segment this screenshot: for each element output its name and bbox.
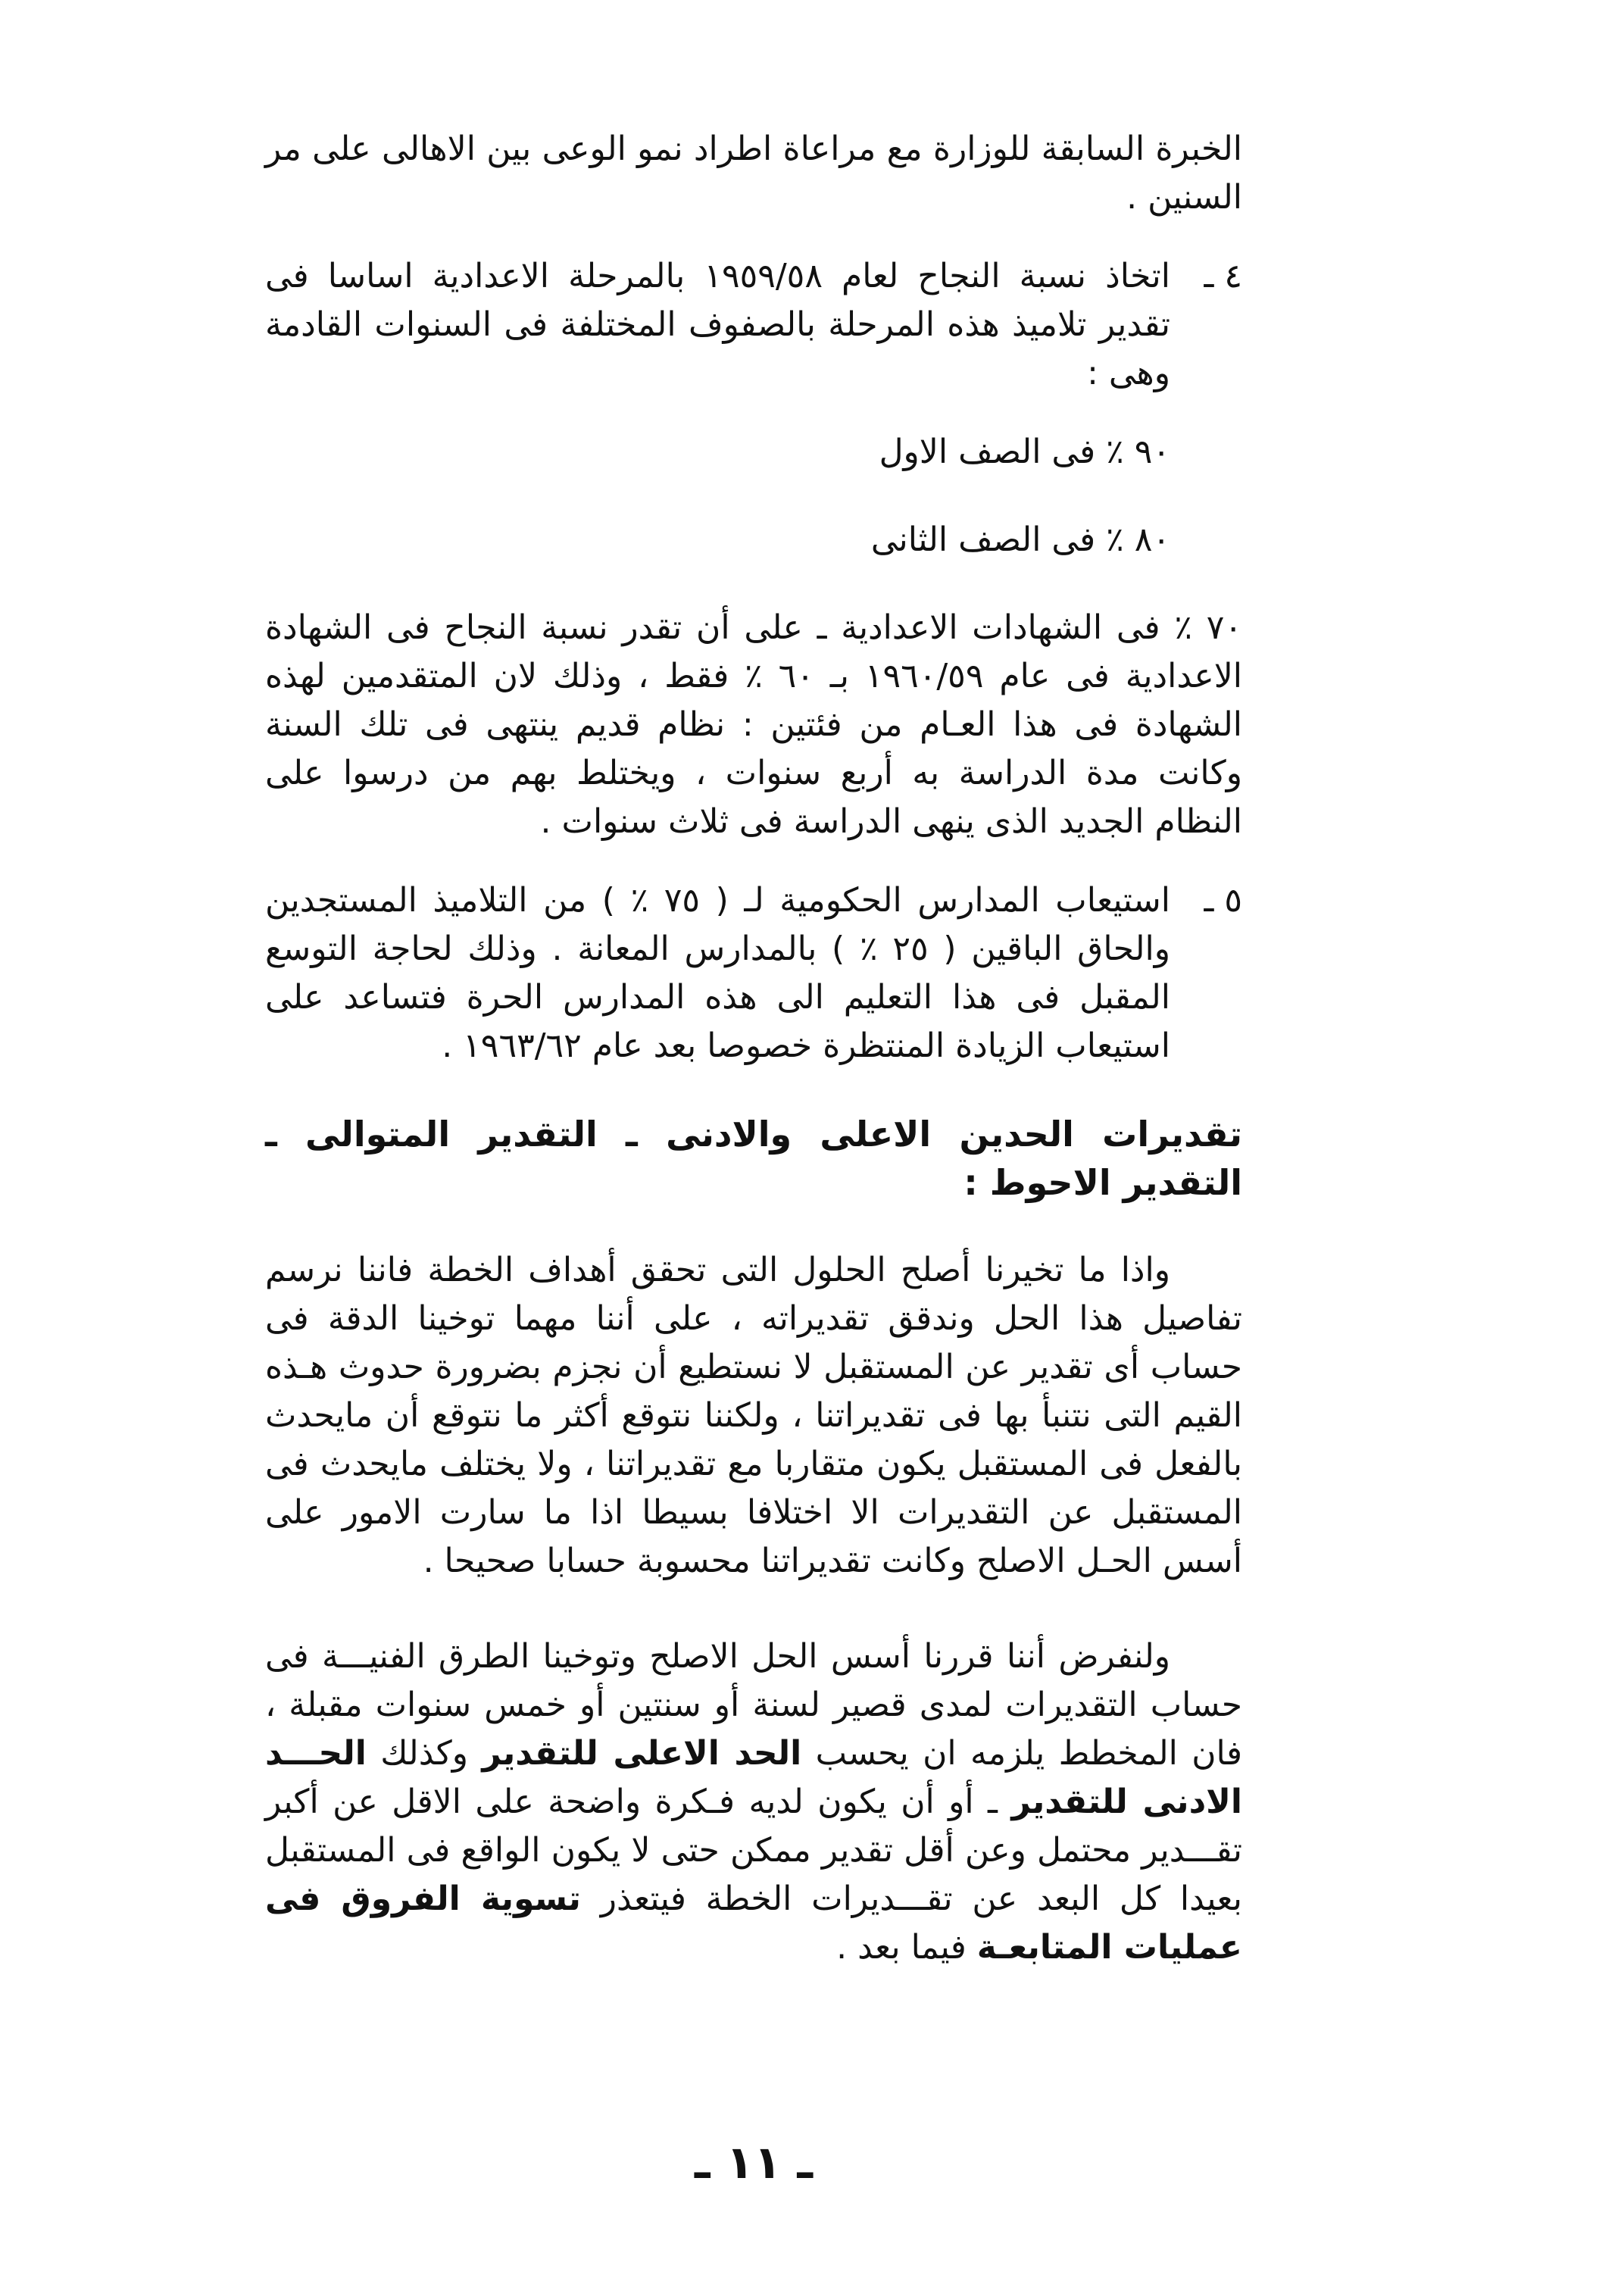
body-paragraph: واذا ما تخيرنا أصلح الحلول التى تحقق أهداف الخطة فاننا نرسم تفاصيل هذا الحل وندقق تقديراته ، على أننا مهما توخينا الدقة فى حساب أى تقدير عن المستقبل لا نستطيع أن نجزم بضرورة حدوث هـذه القيم التى نتنبأ بها فى تقديراتنا ، ولكننا نتوقع أكثر ما نتوقع أن مايحدث بالفعل فى المستقبل يكون متقاربا مع تقديراتنا ، ولا يختلف مايحدث فى المستقبل عن التقديرات الا اختلافا بسيطا اذا ما سارت الامور على أسس الحـل الاصلح وكانت تقديراتنا محسوبة حسابا صحيحا .: [265, 1251, 1242, 1580]
list-item-5: [265, 877, 1242, 1070]
item-text: اتخاذ نسبة النجاح لعام ١٩٥٩/٥٨ بالمرحلة الاعدادية اساسا فى تقدير تلاميذ هذه المرحلة بالصفوف المختلفة فى السنوات القادمة وهى :: [265, 257, 1170, 392]
body-paragraph: [265, 1633, 1242, 1972]
item-number: ٤ ـ: [1204, 257, 1242, 295]
rate-certificate-paragraph: ٧٠ ٪ فى الشهادات الاعدادية ـ على أن تقدر نسبة النجاح فى الشهادة الاعدادية فى عام ١٩٦٠/٥٩ بـ ٦٠ ٪ فقط ، وذلك لان المتقدمين لهذه الشهادة فى هذا العـام من فئتين : نظام قديم ينتهى فى تلك السنة وكانت مدة الدراسة به أربع سنوات ، ويختلط بهم من درسوا على النظام الجديد الذى ينهى الدراسة فى ثلاث سنوات .: [265, 608, 1243, 841]
item-text: استيعاب المدارس الحكومية لـ ( ٧٥ ٪ ) من التلاميذ المستجدين والحاق الباقين ( ٢٥ ٪ ) بالمدارس المعانة . وذلك لحاجة التوسع المقبل فى هذا التعليم الى هذه المدارس الحرة فتساعد على استيعاب الزيادة المنتظرة خصوصا بعد عام ١٩٦٣/٦٢ .: [265, 881, 1171, 1065]
page-number: ـ ١١ ـ: [694, 2136, 814, 2189]
list-item-4: [265, 252, 1242, 398]
section-heading: تقديرات الحدين الاعلى والادنى ـ التقدير المتوالى ـ التقدير الاحوط :: [265, 1114, 1242, 1203]
text-run: وكذلك: [380, 1734, 468, 1773]
bold-term: الحـــد الادنى للتقدير: [265, 1734, 1242, 1821]
text-run: ولنفرض أننا قررنا أسس الحل الاصلح وتوخينا الطرق الفنيـــة فى حساب التقديرات لمدى قصير لسنة أو سنتين أو خمس سنوات مقبلة ، فان المخطط يلزمه ان يحسب: [265, 1637, 1242, 1773]
item-number: ٥ ـ: [1204, 881, 1242, 920]
text-run: فيما بعد .: [836, 1928, 967, 1967]
bold-term: تسوية الفروق فى عمليات المتابعـة: [265, 1880, 1242, 1967]
text-run: ـ أو أن يكون لديه فـكرة واضحة على الاقل عن أكبر تقـــدير محتمل وعن أقل تقدير ممكن حتى لا يكون الواقع فى المستقبل بعيدا كل البعد عن تقـــديرات الخطة فيتعذر: [265, 1783, 1242, 1918]
document-page: [265, 125, 1242, 2231]
rate-first-grade: ٩٠ ٪ فى الصف الاول: [879, 433, 1170, 471]
intro-paragraph: الخبرة السابقة للوزارة مع مراعاة اطراد نمو الوعى بين الاهالى على مر السنين .: [265, 130, 1242, 217]
bold-term: الحد الاعلى للتقدير: [482, 1734, 802, 1773]
rate-second-grade: ٨٠ ٪ فى الصف الثانى: [870, 520, 1170, 559]
